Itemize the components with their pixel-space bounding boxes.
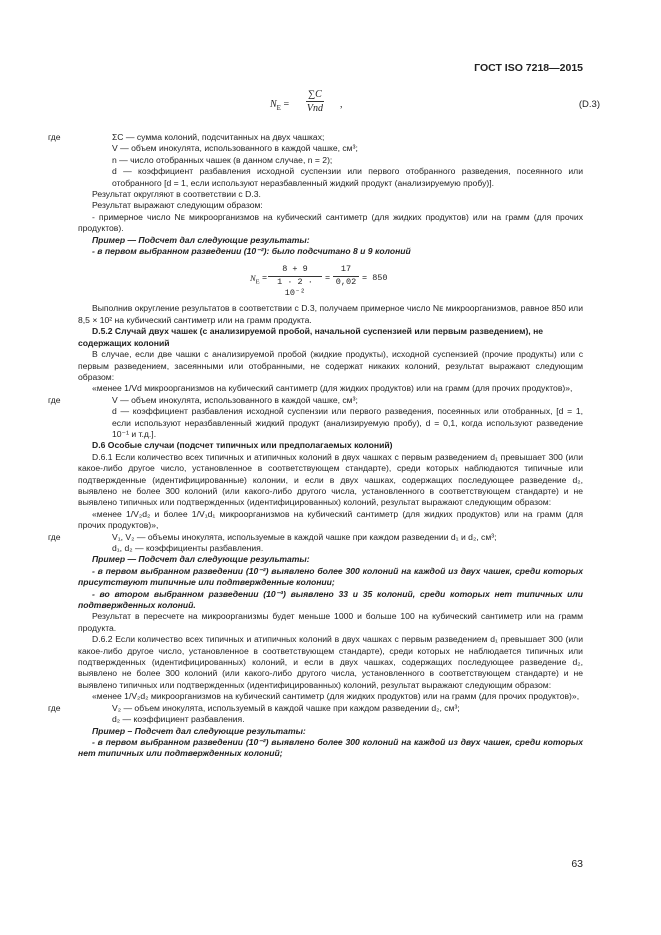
example-heading-2: Пример — Подсчет дал следующие результаты: xyxy=(92,554,310,565)
def-n: n — число отобранных чашек (в данном случае, n = 2); xyxy=(112,154,333,165)
main-text xyxy=(48,132,583,760)
example-item-2a: - в первом выбранном разведении (10⁻²) выявлено более 300 колоний на каждой из двух чашек, среди которых присутствуют типичные или подтвержденные колонии; xyxy=(78,565,583,588)
formula2-result: = 850 xyxy=(362,273,388,284)
result-item: - примерное число Nᴇ микроорганизмов на кубический сантиметр (для жидких продуктов) или на грамм (для прочих продуктов). xyxy=(78,211,583,234)
formula2-frac2: 17 0,02 xyxy=(333,264,359,288)
formula2-frac1: 8 + 9 1 · 2 · 10⁻² xyxy=(268,264,322,299)
section-d52-text: В случае, если две чашки с анализируемой пробой (жидкие продукты), исходной суспензией (прочие продукты) или с первым разведением, засеянными или отобранными, не содержат никаких колоний, результат выражают следующим образом: xyxy=(78,349,583,382)
example-result: Результат в пересчете на микроорганизмы будет меньше 1000 и больше 100 на кубический сантиметр или на грамм продукта. xyxy=(78,611,583,633)
example-item-2b: - во втором выбранном разведении (10⁻³) выявлено 33 и 35 колоний, среди которых нет типичных или подтвержденных колоний. xyxy=(78,588,583,611)
def-d1-d2: d₁, d₂ — коэффициенты разбавления. xyxy=(112,543,264,553)
formula2-eq2: = xyxy=(325,273,331,284)
def-v: V — объем инокулята, использованного в каждой чашке, см³; xyxy=(112,143,358,154)
where-line: где ΣC — сумма колоний, подсчитанных на двух чашках; xyxy=(48,132,325,142)
quote-less-than-2: «менее 1/V₂d₂ микроорганизмов на кубический сантиметр (для жидких продуктов) или на грамм (для прочих продуктов)», xyxy=(92,691,580,702)
formula-lhs: $N_E$ = xyxy=(270,99,290,112)
formula2-lhs: $N_E$ xyxy=(250,273,260,287)
where-line-2: где V — объем инокулята, использованного в каждой чашке, см³; xyxy=(48,394,358,405)
def-d: d — коэффициент разбавления исходной суспензии или первого отобранного разведения, посеянного или отобранного [d = 1, если используют неразбавленный жидкий продукт (анализируемую пробу)]. xyxy=(112,166,583,188)
quote-less-than: «менее 1/Vd микроорганизмов на кубический сантиметр (для жидких продуктов) или на грамм (для прочих продуктов)», xyxy=(92,383,573,394)
standard-header: ГОСТ ISO 7218—2015 xyxy=(474,62,583,74)
example-heading-3: Пример – Подсчет дал следующие результаты: xyxy=(92,725,306,736)
section-d61-text: D.6.1 Если количество всех типичных и атипичных колоний в двух чашках с первым разведением d₁ превышает 300 (или какое-либо другое число, установленное в соответствующем стандарте), среди которых наблюдаются типичные или подтвержденные (идентифицированные) колонии, и если в двух чашках, содержащих последующее разведение d₂, выявлено не более 300 колоний (или какого-либо другого числа, установленного в соответствующем стандарте) и не выявлено типичных или подтвержденных (идентифицированных) колоний, результат выражают следующим образом: xyxy=(78,451,583,508)
section-d52-heading: D.5.2 Случай двух чашек (с анализируемой пробой, начальной суспензией или первым разведением), не содержащих колоний xyxy=(78,326,544,348)
section-d6-heading: D.6 Особые случаи (подсчет типичных или предполагаемых колоний) xyxy=(92,440,393,451)
formula-example xyxy=(78,261,583,297)
section-d62-text: D.6.2 Если количество всех типичных и атипичных колоний в двух чашках с первым разведением d₁ превышает 300 (или какое-либо другое число, установленное в соответствующем стандарте), среди которых не наблюдается типичных или подтвержденных (идентифицированных) колоний, и если в двух чашках, содержащих последующее разведение d₂, выявлено не более 300 колоний (или какого-либо другого числа, установленного в соответствующем стандарте) и не выявлено типичных или подтвержденных (идентифицированных) колоний, результат выражают следующим образом: xyxy=(78,634,583,690)
formula-d3 xyxy=(270,86,600,126)
formula-denominator: Vnd xyxy=(306,103,323,114)
formula-fraction xyxy=(306,89,324,114)
formula-tag: (D.3) xyxy=(578,99,600,110)
formula-comma: , xyxy=(340,99,343,110)
def-d2: d₂ — коэффициент разбавления. xyxy=(112,714,245,725)
example-heading: Пример — Подсчет дал следующие результаты: xyxy=(92,234,310,245)
result-expression: Результат выражают следующим образом: xyxy=(92,200,263,211)
def-d-2: d — коэффициент разбавления исходной суспензии или первого разведения, посеянных или отобранных, [d = 1, если используют неразбавленный жидкий продукт (анализируемую пробу), d = 0,1, когда используют разведение 10⁻¹ и т.д.]. xyxy=(112,406,583,439)
formula2-eq1: = xyxy=(262,273,268,284)
page-number: 63 xyxy=(571,858,583,870)
example-item: - в первом выбранном разведении (10⁻²): было подсчитано 8 и 9 колоний xyxy=(92,246,411,257)
quote-range: «менее 1/V₂d₂ и более 1/V₁d₁ микроорганизмов на кубический сантиметр (для жидких продуктов) или на грамм (для прочих продуктов)», xyxy=(78,508,583,531)
rounding-note: Результат округляют в соответствии с D.3. xyxy=(92,189,261,200)
where-line-4: где V₂ — объем инокулята, используемый в каждой чашке при каждом разведении d₂, см³; xyxy=(48,702,460,713)
where-line-3: где V₁, V₂ — объемы инокулята, используемые в каждой чашке при каждом разведении d₁ и d₂, см³; xyxy=(48,531,497,542)
rounding-result: Выполнив округление результатов в соответствии с D.3, получаем примерное число Nᴇ микроорганизмов, равное 850 или 8,5 × 10² на кубический сантиметр или на грамм продукта. xyxy=(78,303,583,325)
formula-numerator: ∑C xyxy=(308,89,322,100)
example-item-3a: - в первом выбранном разведении (10⁻²) выявлено более 300 колоний на каждой из двух чашек, среди которых нет типичных или подтвержденных колоний; xyxy=(78,736,583,759)
